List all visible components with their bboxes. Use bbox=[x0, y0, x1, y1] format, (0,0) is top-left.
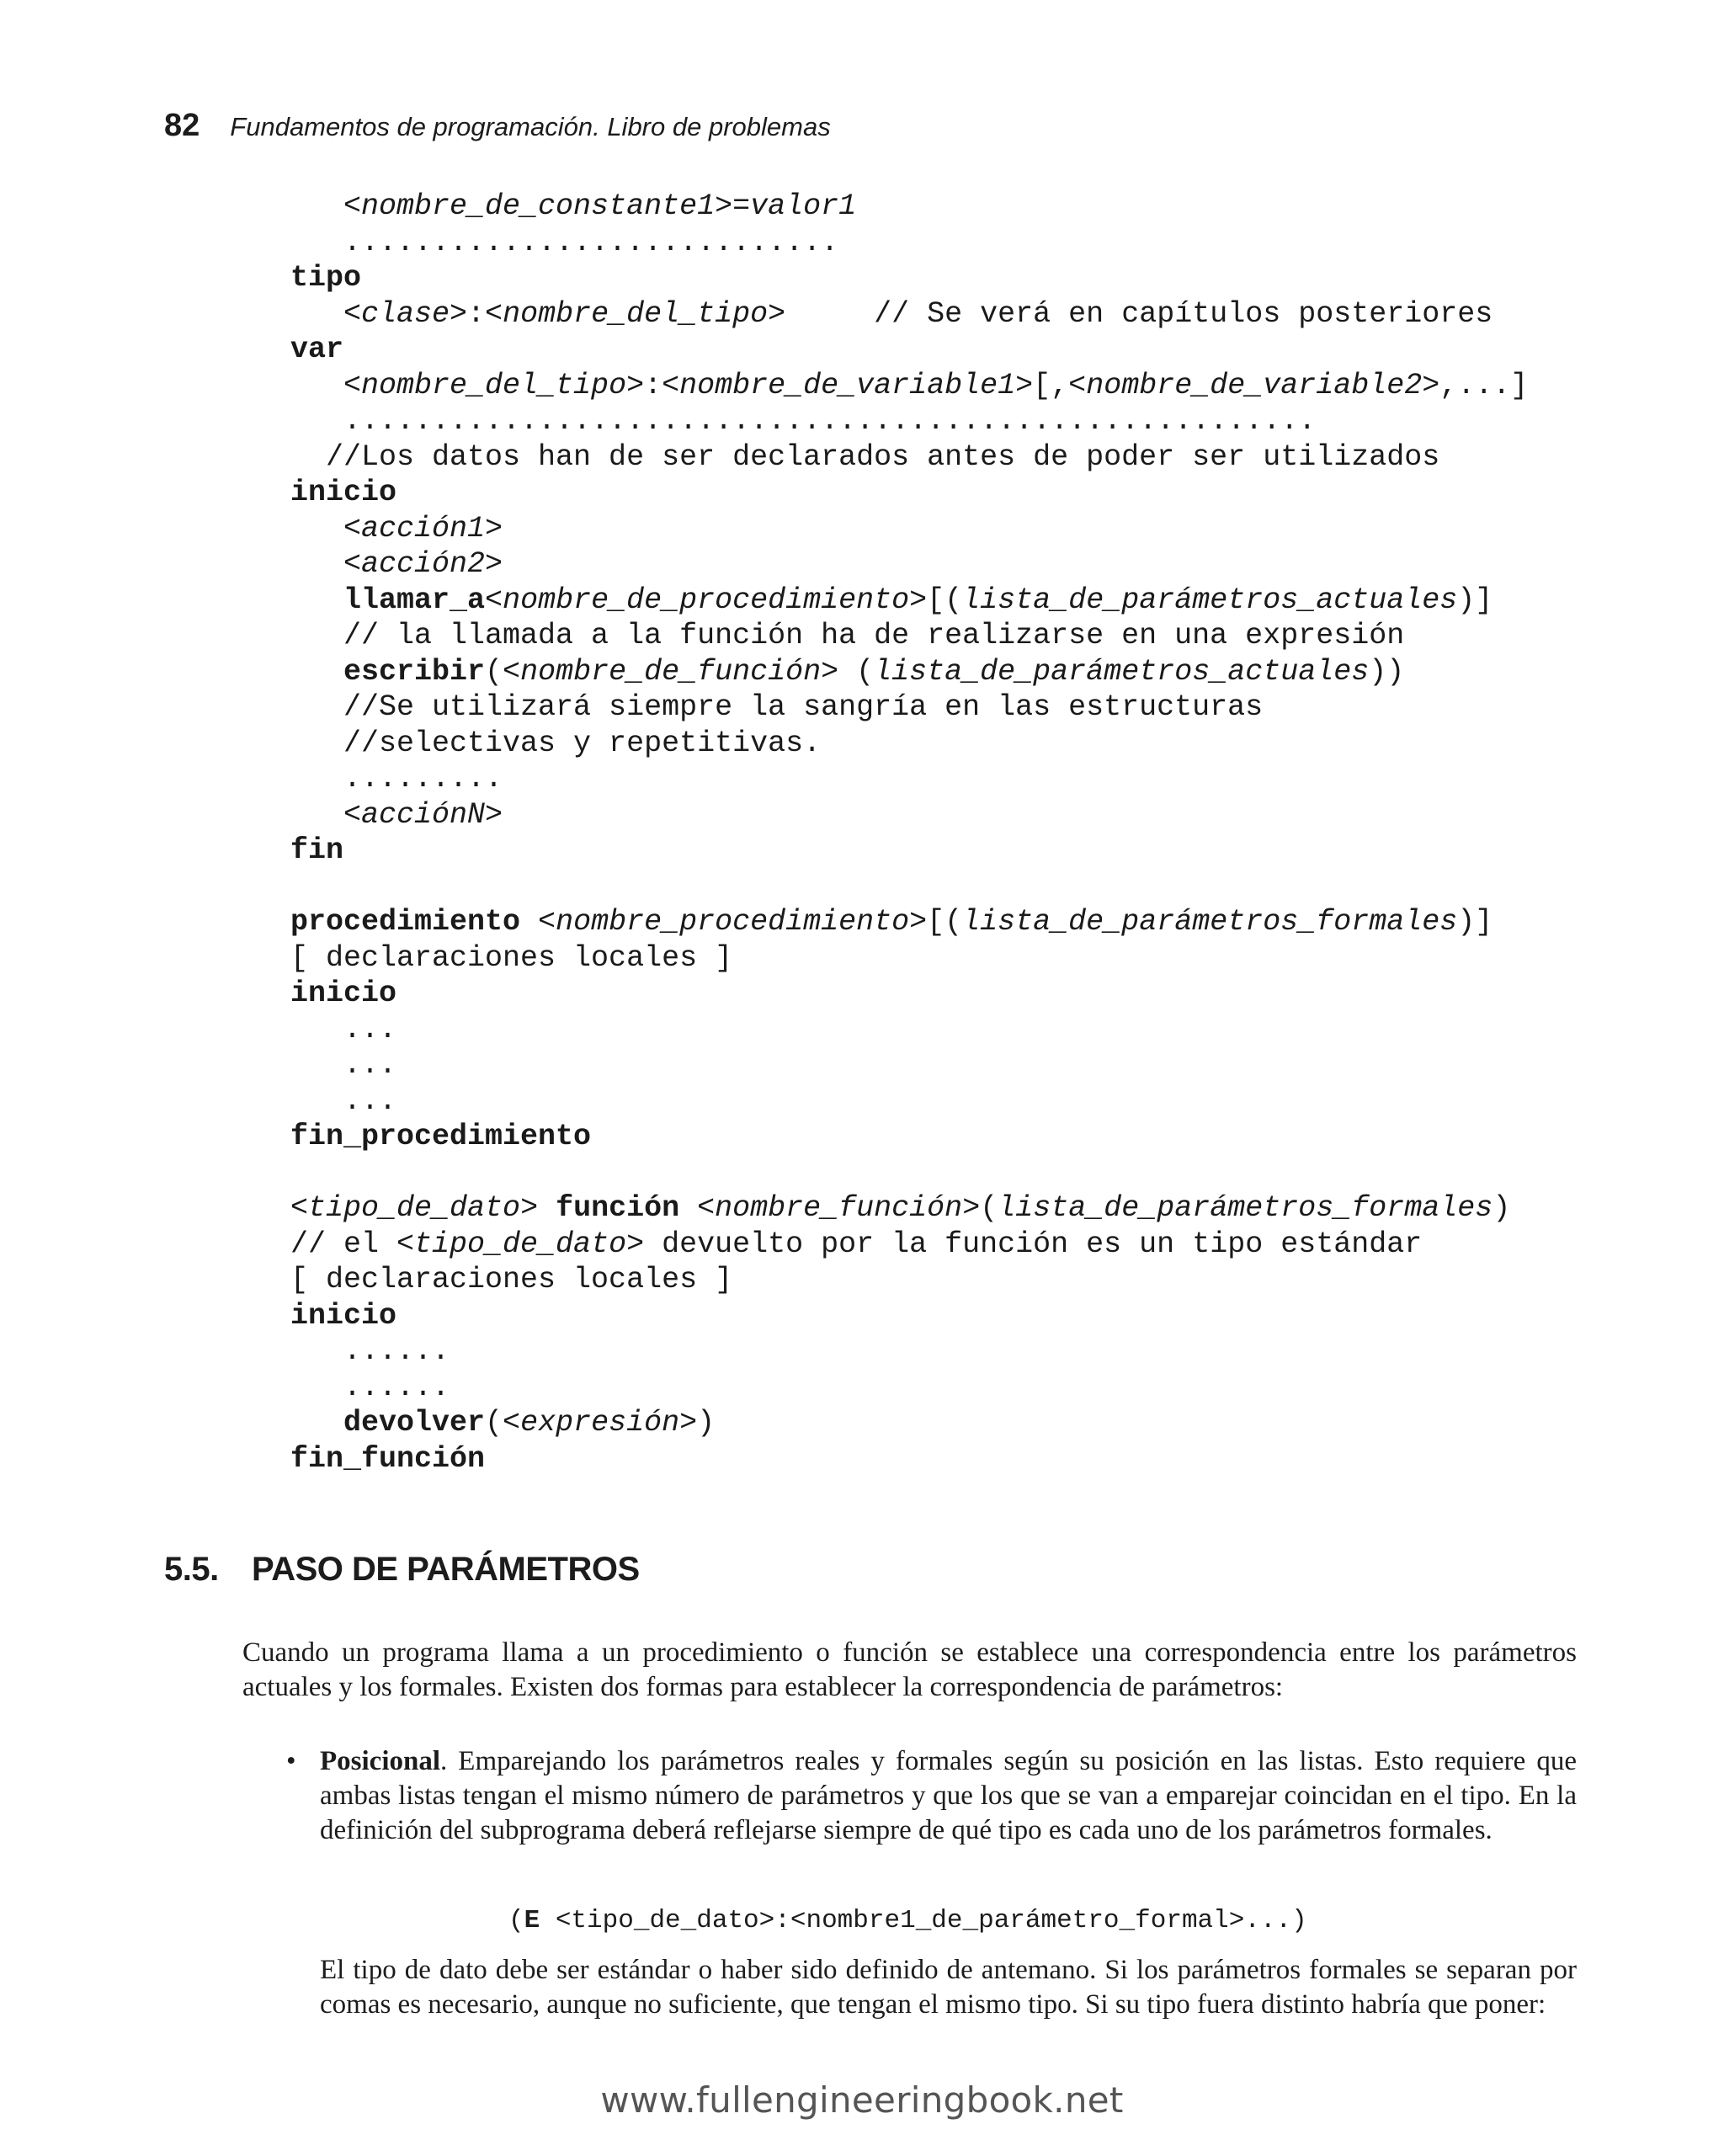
bullet-term: Posicional bbox=[320, 1746, 441, 1776]
code-placeholder: lista_de_parámetros_formales bbox=[998, 1191, 1493, 1225]
code-line bbox=[290, 797, 1528, 833]
code-text: >:< bbox=[450, 296, 503, 331]
bullet-text bbox=[320, 1744, 1577, 1848]
code-placeholder: nombre_de_constante1 bbox=[361, 189, 716, 223]
code-line bbox=[290, 1298, 1528, 1334]
code-text: ....................................................... bbox=[290, 404, 1317, 438]
code-text: ......... bbox=[290, 762, 503, 796]
code-text: < bbox=[290, 511, 362, 546]
code-text: > devuelto por la función es un tipo estándar bbox=[626, 1227, 1423, 1261]
code-line bbox=[290, 189, 1528, 225]
code-keyword: procedimiento bbox=[290, 905, 521, 939]
code-text: >[,< bbox=[1015, 368, 1087, 402]
code-placeholder: lista_de_parámetros_actuales bbox=[874, 654, 1370, 689]
code-text: > bbox=[485, 797, 503, 832]
code-line bbox=[290, 1190, 1528, 1227]
code-text: )] bbox=[1457, 905, 1493, 939]
code-line bbox=[290, 511, 1528, 547]
code-line bbox=[290, 1083, 1528, 1120]
code-line bbox=[290, 475, 1528, 511]
code-line bbox=[290, 904, 1528, 940]
code-line bbox=[290, 225, 1528, 261]
code-line bbox=[290, 1334, 1528, 1370]
code-line bbox=[290, 1405, 1528, 1441]
code-line bbox=[290, 439, 1528, 476]
code-keyword: escribir bbox=[343, 654, 486, 689]
code-text: > ( bbox=[821, 654, 875, 689]
code-line bbox=[290, 618, 1528, 654]
code-text: < bbox=[290, 189, 362, 223]
code-placeholder: acción2 bbox=[361, 547, 486, 581]
code-text: < bbox=[290, 547, 362, 581]
code-line bbox=[290, 976, 1528, 1012]
code-text bbox=[290, 1406, 343, 1440]
paragraph-2: El tipo de dato debe ser estándar o haber sido definido de antemano. Si los parámetros formales se separan por comas es necesario, aunque no suficiente, que tengan el mismo tipo. Si su tipo fuera distinto habría que poner: bbox=[320, 1955, 1577, 2020]
code-text: (< bbox=[485, 1406, 521, 1440]
running-title: Fundamentos de programación. Libro de problemas bbox=[230, 112, 831, 141]
section-heading bbox=[164, 1551, 640, 1589]
code-text: < bbox=[290, 368, 362, 402]
code-keyword: devolver bbox=[343, 1406, 486, 1440]
code-placeholder: lista_de_parámetros_actuales bbox=[962, 583, 1458, 617]
code-placeholder: nombre_de_variable1 bbox=[679, 368, 1016, 402]
code-text: < bbox=[290, 1191, 309, 1225]
code-text: [ declaraciones locales ] bbox=[290, 1263, 733, 1296]
code-line bbox=[290, 1262, 1528, 1298]
parameter-syntax bbox=[508, 1904, 1307, 1938]
list-item bbox=[286, 1744, 1577, 1848]
code-text: < bbox=[485, 583, 503, 617]
bullet-description: . Emparejando los parámetros reales y formales según su posición en las listas. Esto requiere que ambas listas tengan el mismo número de parámetros y que los que se van a emparejar coincidan en el tipo. En la definición del subprograma deberá reflejarse siempre de qué tipo es cada uno de los parámetros formales. bbox=[320, 1746, 1577, 1845]
page-number: 82 bbox=[164, 108, 200, 143]
code-text: ... bbox=[290, 1012, 397, 1046]
code-placeholder: acciónN bbox=[361, 797, 486, 832]
code-text: ... bbox=[290, 1048, 397, 1082]
code-line bbox=[290, 833, 1528, 869]
code-listing bbox=[290, 189, 1528, 1477]
code-text: //Se utilizará siempre la sangría en las estructuras bbox=[290, 690, 1264, 724]
code-placeholder: nombre_función bbox=[715, 1191, 963, 1225]
code-placeholder: tipo_de_dato bbox=[308, 1191, 521, 1225]
code-text: )] bbox=[1457, 583, 1493, 617]
intro-paragraph: Cuando un programa llama a un procedimiento o función se establece una correspondencia entre los parámetros actuales y los formales. Existen dos formas para establecer la correspondencia de parámetros: bbox=[242, 1637, 1577, 1702]
code-text: >= bbox=[715, 189, 751, 223]
code-line bbox=[290, 1370, 1528, 1406]
code-text: < bbox=[520, 905, 556, 939]
code-text bbox=[290, 583, 343, 617]
code-text: ...... bbox=[290, 1370, 450, 1404]
code-line bbox=[290, 296, 1528, 333]
code-line bbox=[290, 761, 1528, 797]
code-placeholder: tipo_de_dato bbox=[414, 1227, 627, 1261]
code-placeholder: nombre_procedimiento bbox=[556, 905, 910, 939]
code-text bbox=[290, 655, 343, 689]
code-line bbox=[290, 689, 1528, 726]
code-line bbox=[290, 332, 1528, 368]
code-line bbox=[290, 368, 1528, 404]
code-placeholder: nombre_de_variable2 bbox=[1086, 368, 1423, 402]
code-text: // la llamada a la función ha de realizarse en una expresión bbox=[290, 619, 1405, 652]
code-placeholder: nombre_del_tipo bbox=[361, 368, 627, 402]
code-text: (< bbox=[485, 654, 521, 689]
bullet-list bbox=[286, 1744, 1577, 1848]
code-text: >[( bbox=[909, 583, 963, 617]
code-keyword: tipo bbox=[290, 261, 362, 295]
code-keyword: llamar_a bbox=[343, 583, 486, 617]
code-line bbox=[290, 260, 1528, 296]
code-keyword: fin_procedimiento bbox=[290, 1120, 592, 1153]
code-line bbox=[290, 1155, 1528, 1191]
code-keyword: inicio bbox=[290, 476, 397, 509]
code-line bbox=[290, 940, 1528, 977]
code-text: > bbox=[485, 511, 503, 546]
code-text: >( bbox=[962, 1191, 998, 1225]
code-line bbox=[290, 1119, 1528, 1155]
code-text: > // Se verá en capítulos posteriores bbox=[768, 296, 1493, 331]
syntax-mode: E bbox=[524, 1906, 540, 1935]
code-text: ) bbox=[1493, 1191, 1511, 1225]
code-text: ... bbox=[290, 1083, 397, 1118]
code-line bbox=[290, 654, 1528, 690]
code-keyword: función bbox=[556, 1191, 680, 1225]
code-line bbox=[290, 869, 1528, 905]
code-text: ...... bbox=[290, 1334, 450, 1368]
code-text: > bbox=[485, 547, 503, 581]
code-placeholder: expresión bbox=[520, 1406, 680, 1440]
code-placeholder: lista_de_parámetros_formales bbox=[962, 905, 1458, 939]
code-line bbox=[290, 1441, 1528, 1477]
code-placeholder: clase bbox=[361, 296, 450, 331]
code-text: ............................ bbox=[290, 225, 839, 259]
code-text: >:< bbox=[626, 368, 680, 402]
code-text: >[( bbox=[909, 905, 963, 939]
code-text: < bbox=[679, 1191, 716, 1225]
code-line bbox=[290, 1227, 1528, 1263]
code-text: >,...] bbox=[1422, 368, 1529, 402]
code-keyword: inicio bbox=[290, 977, 397, 1010]
code-placeholder: nombre_de_procedimiento bbox=[503, 583, 910, 617]
syntax-rest: <tipo_de_dato>:<nombre1_de_parámetro_formal>...) bbox=[540, 1906, 1307, 1935]
code-placeholder: acción1 bbox=[361, 511, 486, 546]
section-title: PASO DE PARÁMETROS bbox=[252, 1551, 640, 1588]
code-text: > bbox=[520, 1191, 556, 1225]
code-line bbox=[290, 1047, 1528, 1083]
page-header bbox=[164, 108, 831, 150]
bullet-marker: • bbox=[286, 1746, 296, 1776]
code-text: )) bbox=[1369, 654, 1405, 689]
code-keyword: fin_función bbox=[290, 1441, 486, 1476]
code-text: < bbox=[290, 296, 362, 331]
code-text: < bbox=[290, 797, 362, 832]
code-keyword: inicio bbox=[290, 1298, 397, 1333]
code-placeholder: nombre_del_tipo bbox=[503, 296, 769, 331]
code-text: [ declaraciones locales ] bbox=[290, 940, 733, 975]
code-line bbox=[290, 583, 1528, 619]
code-text: //Los datos han de ser declarados antes de poder ser utilizados bbox=[290, 439, 1440, 474]
code-line bbox=[290, 1012, 1528, 1048]
syntax-open-paren: ( bbox=[508, 1906, 524, 1935]
code-placeholder: nombre_de_función bbox=[520, 654, 822, 689]
section-number: 5.5. bbox=[164, 1551, 219, 1588]
code-line bbox=[290, 403, 1528, 439]
code-keyword: var bbox=[290, 333, 344, 366]
code-text: //selectivas y repetitivas. bbox=[290, 726, 822, 760]
code-keyword: fin bbox=[290, 833, 344, 867]
code-placeholder: valor1 bbox=[750, 189, 857, 223]
code-line bbox=[290, 726, 1528, 762]
code-text: >) bbox=[679, 1406, 716, 1440]
code-text: // el < bbox=[290, 1227, 415, 1261]
code-line bbox=[290, 546, 1528, 583]
watermark: www.fullengineeringbook.net bbox=[600, 2079, 1124, 2121]
